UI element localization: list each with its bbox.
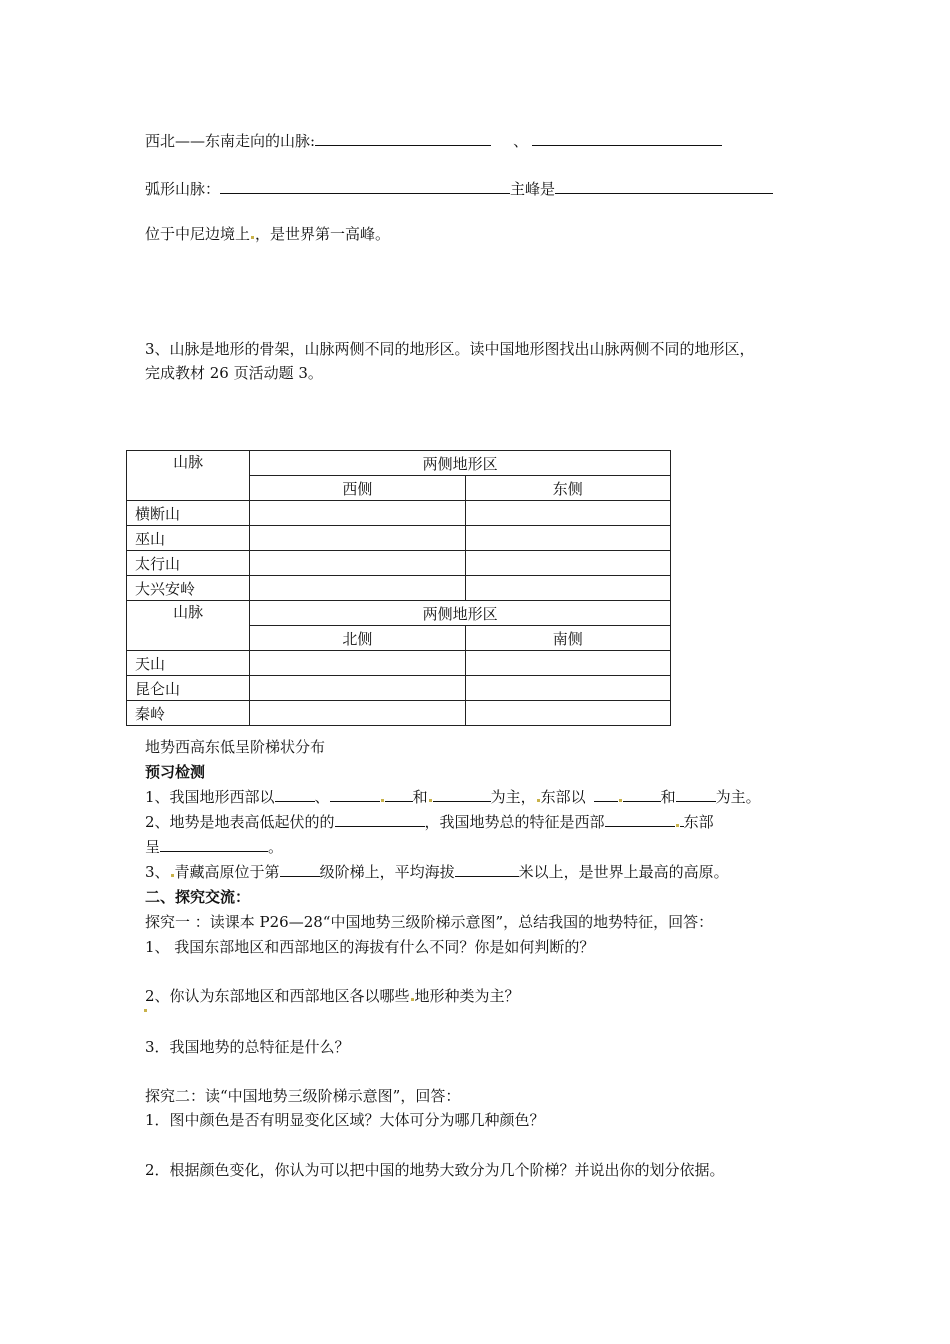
mountain-name: 太行山 [127,551,250,576]
q1-blank-5[interactable] [676,787,716,802]
q2-text-c: 东部 [683,813,714,831]
south-cell[interactable] [465,676,670,701]
west-cell[interactable] [250,551,465,576]
header-mountain: 山脉 [127,451,250,501]
north-cell[interactable] [250,651,465,676]
mark-dot [171,874,174,877]
q2-text-a: 2、地势是地表高低起伏的的 [145,813,335,831]
mountain-name: 横断山 [127,501,250,526]
q3-text-b: 青藏高原位于第 [174,863,280,881]
q1-text-a: 1、我国地形西部以 [145,788,275,806]
west-cell[interactable] [250,501,465,526]
q1-text-e: 东部以 [540,788,586,806]
mountain-name: 巫山 [127,526,250,551]
header-west: 西侧 [250,476,465,501]
explore-one-q3: 3．我国地势的总特征是什么？ [145,1038,350,1056]
table-row [127,551,671,576]
nw-se-label: 西北——东南走向的山脉: [145,132,316,150]
arc-peak-blank[interactable] [555,179,773,194]
east-cell[interactable] [465,576,670,601]
explore-heading: 二、探究交流： [145,888,251,906]
q2-text-d: 呈 [145,838,161,856]
table-row [127,676,671,701]
q1-blank-2b[interactable] [385,787,413,802]
q1-blank-1[interactable] [275,787,315,802]
q1-blank-4[interactable] [594,787,618,802]
preview-heading: 预习检测 [145,763,206,781]
arc-mountains-line [145,179,773,199]
mountain-name: 昆仑山 [127,676,250,701]
everest-text-a: 位于中尼边境上 [145,225,251,243]
q1-text-f: 和 [660,788,676,806]
one-q2-text-a: 2、你认为东部地区和西部地区各以哪些 [145,987,410,1005]
header-north: 北侧 [250,626,465,651]
east-cell[interactable] [465,501,670,526]
everest-text-b: ，是世界第一高峰。 [255,225,391,243]
mark-dot [411,998,414,1001]
north-cell[interactable] [250,701,465,726]
q1-text-d: 为主， [490,788,536,806]
west-cell[interactable] [250,526,465,551]
q1-text-g: 为主。 [715,788,761,806]
explore-two-q1: 1．图中颜色是否有明显变化区域？大体可分为哪几种颜色？ [145,1111,545,1129]
header-sides: 两侧地形区 [250,451,671,476]
table-row [127,651,671,676]
arc-label: 弧形山脉： [145,180,221,198]
arc-peak-label: 主峰是 [510,180,556,198]
table-row [127,501,671,526]
header-sides-2: 两侧地形区 [250,601,671,626]
q3-blank-1[interactable] [280,862,320,877]
q1-blank-3[interactable] [433,787,491,802]
mountain-name: 天山 [127,651,250,676]
q3-text-d: 米以上，是世界上最高的高原。 [518,863,729,881]
header-mountain-2: 山脉 [127,601,250,651]
east-cell[interactable] [465,551,670,576]
q3-blank-2[interactable] [455,862,519,877]
west-cell[interactable] [250,576,465,601]
q1-text-b: 、 [314,788,330,806]
explore-two-q2: 2．根据颜色变化，你认为可以把中国的地势大致分为几个阶梯？并说出你的划分依据。 [145,1161,725,1179]
q1-text-c: 和 [412,788,428,806]
explore-one-q2 [145,986,520,1006]
header-south: 南侧 [465,626,670,651]
mark-dot [676,824,679,827]
mark-dot [619,799,622,802]
explore-one-q1: 1、 我国东部地区和西部地区的海拔有什么不同？你是如何判断的？ [145,938,595,956]
mountain-terrain-table [126,450,671,726]
mark-dot [251,236,254,239]
east-cell[interactable] [465,526,670,551]
mark-dot [537,799,540,802]
explore-one-intro: 探究一 ：读课本 P26—28“中国地势三级阶梯示意图”，总结我国的地势特征，回答： [145,913,714,931]
q2-blank-1[interactable] [335,812,425,827]
south-cell[interactable] [465,701,670,726]
q1-blank-4b[interactable] [623,787,661,802]
terrain-title: 地势西高东低呈阶梯状分布 [145,738,326,756]
q3-text-a: 3、 [145,863,170,881]
q2-text-b: ，我国地势总的特征是西部 [424,813,605,831]
section3-line2: 完成教材 26 页活动题 3。 [145,364,323,382]
q2-blank-3[interactable] [160,837,268,852]
one-q2-text-b: 地形种类为主？ [414,987,520,1005]
q1-blank-2[interactable] [330,787,380,802]
q2-blank-2[interactable] [605,812,675,827]
mark-dot [429,799,432,802]
nw-se-separator: 、 [513,132,529,150]
preview-q1 [145,787,761,807]
south-cell[interactable] [465,651,670,676]
mountain-name: 大兴安岭 [127,576,250,601]
nw-se-blank-2[interactable] [532,131,722,146]
mountain-name: 秦岭 [127,701,250,726]
north-cell[interactable] [250,676,465,701]
table-row [127,701,671,726]
mark-dot [144,1009,147,1012]
q2-text-e: 。 [268,838,284,856]
explore-two-intro: 探究二：读“中国地势三级阶梯示意图”，回答： [145,1087,461,1105]
preview-q3 [145,862,729,882]
q3-text-c: 级阶梯上，平均海拔 [319,863,455,881]
nw-se-blank-1[interactable] [315,131,491,146]
section3-line1: 3、山脉是地形的骨架，山脉两侧不同的地形区。读中国地形图找出山脉两侧不同的地形区， [145,340,755,358]
table-row [127,526,671,551]
everest-line [145,224,390,244]
preview-q2-line2 [145,837,283,857]
preview-q2-line1 [145,812,714,832]
table-row [127,576,671,601]
nw-se-mountains-line [145,131,722,151]
header-east: 东侧 [465,476,670,501]
arc-blank[interactable] [220,179,510,194]
mark-dot [381,799,384,802]
